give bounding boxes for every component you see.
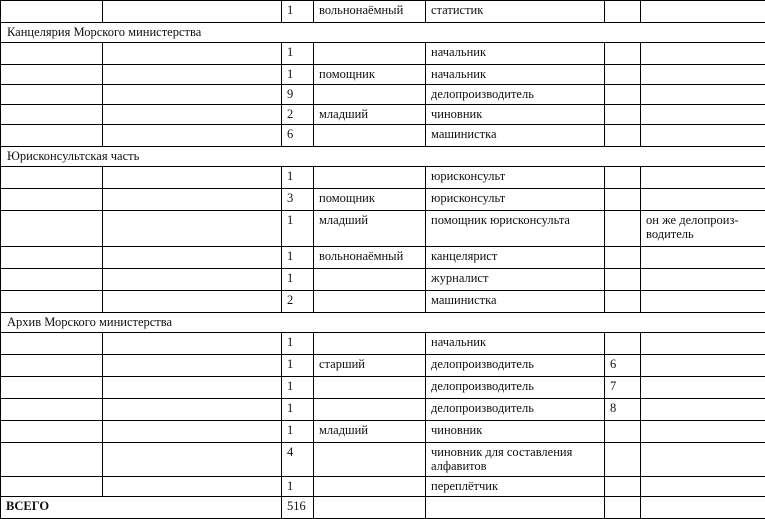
cell-quantity: 2	[282, 291, 314, 313]
cell-blank-a	[1, 477, 103, 497]
cell-blank-b	[103, 291, 282, 313]
cell-class	[605, 421, 641, 443]
cell-blank-a	[1, 399, 103, 421]
cell-rank	[314, 167, 426, 189]
cell-note	[641, 291, 765, 313]
cell-note	[641, 189, 765, 211]
cell-class	[605, 1, 641, 23]
cell-quantity: 1	[282, 377, 314, 399]
cell-position: чиновник	[426, 421, 605, 443]
cell-position: делопроизводитель	[426, 355, 605, 377]
cell-blank-a	[1, 377, 103, 399]
section-header-row	[1, 313, 765, 333]
cell-position: делопроизводитель	[426, 377, 605, 399]
cell-quantity: 1	[282, 333, 314, 355]
cell-position: помощник юрисконсульта	[426, 211, 605, 247]
cell-note	[641, 269, 765, 291]
table-row	[1, 377, 765, 399]
cell-position: начальник	[426, 65, 605, 85]
cell-quantity: 1	[282, 477, 314, 497]
table-row	[1, 211, 765, 247]
cell-rank: старший	[314, 355, 426, 377]
cell-quantity: 1	[282, 167, 314, 189]
cell-rank: вольнонаёмный	[314, 247, 426, 269]
cell-blank-b	[103, 105, 282, 125]
cell-note	[641, 443, 765, 477]
cell-note	[641, 421, 765, 443]
cell-position: юрисконсульт	[426, 167, 605, 189]
cell-position: делопроизводитель	[426, 399, 605, 421]
cell-empty	[605, 497, 641, 519]
cell-rank	[314, 269, 426, 291]
total-row	[1, 497, 765, 519]
cell-quantity: 9	[282, 85, 314, 105]
table-row	[1, 443, 765, 477]
total-quantity: 516	[282, 497, 314, 519]
cell-quantity: 1	[282, 399, 314, 421]
cell-rank	[314, 477, 426, 497]
cell-class	[605, 443, 641, 477]
cell-quantity: 3	[282, 189, 314, 211]
cell-class	[605, 85, 641, 105]
cell-quantity: 1	[282, 355, 314, 377]
cell-rank	[314, 125, 426, 147]
cell-blank-b	[103, 167, 282, 189]
cell-position: канцелярист	[426, 247, 605, 269]
cell-blank-a	[1, 269, 103, 291]
cell-position: машинистка	[426, 291, 605, 313]
cell-quantity: 2	[282, 105, 314, 125]
cell-note	[641, 125, 765, 147]
cell-blank-a	[1, 443, 103, 477]
cell-note: он же делопроиз-водитель	[641, 211, 765, 247]
table-row	[1, 1, 765, 23]
table-row	[1, 125, 765, 147]
cell-note	[641, 167, 765, 189]
cell-quantity: 1	[282, 269, 314, 291]
table-row	[1, 355, 765, 377]
cell-blank-a	[1, 43, 103, 65]
cell-note	[641, 333, 765, 355]
cell-quantity: 1	[282, 65, 314, 85]
cell-class	[605, 269, 641, 291]
cell-class	[605, 291, 641, 313]
cell-class	[605, 189, 641, 211]
cell-class	[605, 247, 641, 269]
cell-class	[605, 333, 641, 355]
table-row	[1, 167, 765, 189]
cell-blank-b	[103, 399, 282, 421]
cell-note	[641, 247, 765, 269]
cell-position: чиновник	[426, 105, 605, 125]
cell-blank-a	[1, 65, 103, 85]
cell-rank: помощник	[314, 65, 426, 85]
cell-note	[641, 477, 765, 497]
cell-position: чиновник для составления алфавитов	[426, 443, 605, 477]
table-row	[1, 269, 765, 291]
cell-quantity: 4	[282, 443, 314, 477]
cell-class	[605, 65, 641, 85]
cell-blank-a	[1, 291, 103, 313]
cell-rank: младший	[314, 421, 426, 443]
cell-note	[641, 377, 765, 399]
table-row	[1, 85, 765, 105]
cell-blank-a	[1, 247, 103, 269]
cell-class	[605, 125, 641, 147]
cell-rank	[314, 85, 426, 105]
cell-class: 7	[605, 377, 641, 399]
table-row	[1, 43, 765, 65]
table-body	[1, 1, 765, 519]
cell-class	[605, 167, 641, 189]
cell-blank-a	[1, 105, 103, 125]
cell-rank	[314, 43, 426, 65]
cell-note	[641, 355, 765, 377]
cell-blank-b	[103, 377, 282, 399]
table-row	[1, 65, 765, 85]
cell-note	[641, 1, 765, 23]
cell-blank-b	[103, 65, 282, 85]
cell-blank-b	[103, 421, 282, 443]
cell-quantity: 1	[282, 1, 314, 23]
table-row	[1, 421, 765, 443]
cell-empty	[314, 497, 426, 519]
cell-blank-a	[1, 125, 103, 147]
cell-position: журналист	[426, 269, 605, 291]
cell-blank-a	[1, 85, 103, 105]
cell-class	[605, 43, 641, 65]
cell-rank	[314, 443, 426, 477]
cell-note	[641, 85, 765, 105]
cell-empty	[426, 497, 605, 519]
table-row	[1, 333, 765, 355]
table-row	[1, 291, 765, 313]
cell-position: переплётчик	[426, 477, 605, 497]
section-header-row	[1, 23, 765, 43]
section-title: Архив Морского министерства	[1, 313, 765, 333]
cell-rank	[314, 399, 426, 421]
cell-rank: помощник	[314, 189, 426, 211]
cell-blank-b	[103, 477, 282, 497]
cell-quantity: 1	[282, 43, 314, 65]
cell-note	[641, 65, 765, 85]
cell-blank-b	[103, 43, 282, 65]
cell-blank-b	[103, 189, 282, 211]
cell-rank	[314, 377, 426, 399]
cell-blank-b	[103, 355, 282, 377]
table-row	[1, 399, 765, 421]
cell-note	[641, 399, 765, 421]
cell-rank: младший	[314, 105, 426, 125]
cell-rank: младший	[314, 211, 426, 247]
cell-blank-b	[103, 211, 282, 247]
cell-empty	[641, 497, 765, 519]
cell-position: машинистка	[426, 125, 605, 147]
cell-position: начальник	[426, 43, 605, 65]
cell-blank-b	[103, 269, 282, 291]
cell-blank-b	[103, 247, 282, 269]
cell-blank-b	[103, 443, 282, 477]
cell-class: 6	[605, 355, 641, 377]
cell-class: 8	[605, 399, 641, 421]
cell-position: делопроизводитель	[426, 85, 605, 105]
cell-quantity: 1	[282, 211, 314, 247]
cell-blank-b	[103, 85, 282, 105]
cell-rank	[314, 291, 426, 313]
cell-quantity: 1	[282, 421, 314, 443]
section-header-row	[1, 147, 765, 167]
cell-note	[641, 43, 765, 65]
cell-blank-a	[1, 167, 103, 189]
cell-class	[605, 477, 641, 497]
cell-blank-a	[1, 211, 103, 247]
cell-blank-a	[1, 1, 103, 23]
cell-blank-b	[103, 333, 282, 355]
section-title: Юрисконсультская часть	[1, 147, 765, 167]
cell-rank	[314, 333, 426, 355]
cell-blank-b	[103, 125, 282, 147]
cell-rank: вольнонаёмный	[314, 1, 426, 23]
cell-blank-a	[1, 189, 103, 211]
cell-position: статистик	[426, 1, 605, 23]
cell-position: начальник	[426, 333, 605, 355]
cell-blank-a	[1, 355, 103, 377]
table-row	[1, 189, 765, 211]
cell-blank-a	[1, 333, 103, 355]
section-title: Канцелярия Морского министерства	[1, 23, 765, 43]
cell-class	[605, 105, 641, 125]
table-row	[1, 247, 765, 269]
cell-blank-b	[103, 1, 282, 23]
cell-note	[641, 105, 765, 125]
cell-quantity: 1	[282, 247, 314, 269]
cell-position: юрисконсульт	[426, 189, 605, 211]
table-row	[1, 105, 765, 125]
table-row	[1, 477, 765, 497]
total-label: ВСЕГО	[1, 497, 282, 519]
cell-class	[605, 211, 641, 247]
cell-blank-a	[1, 421, 103, 443]
cell-quantity: 6	[282, 125, 314, 147]
